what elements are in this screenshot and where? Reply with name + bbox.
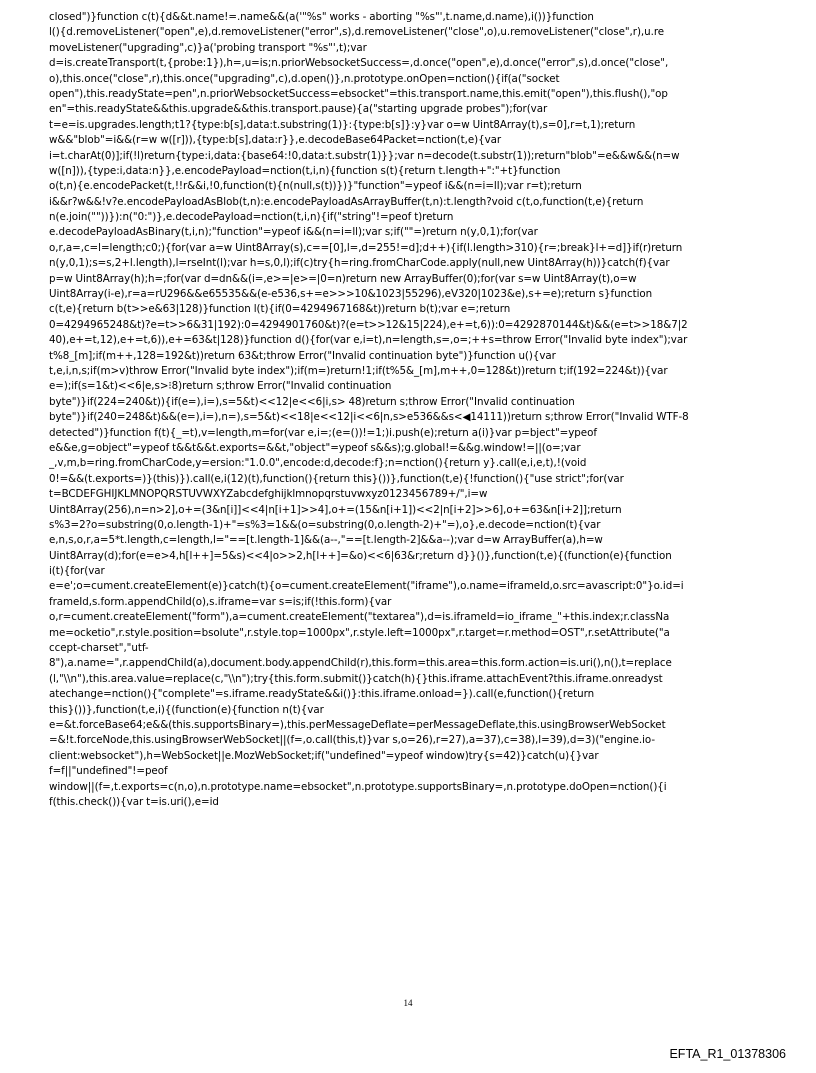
code-line: ccept-charset","utf- [49, 642, 149, 655]
code-line: e,n,s,o,r,a=5*t.length,c=length,l="==[t.length-1]&&(a--,"==[t.length-2]&&a--);var d=w ArrayBuffer(a),h=w [49, 534, 603, 547]
code-line: 0=4294965248&t)?e=t>>6&31|192):0=4294901760&t)?(e=t>>12&15|224),e+=t,6)):0=4292870144&t)&&(e=t>>18&7|2 [49, 318, 688, 331]
code-line: w([n])),{type:i,data:n}},e.encodePayload=nction(t,i,n){function s(t){return t.length+":"+t}function [49, 164, 561, 177]
page-number: 14 [403, 998, 413, 1008]
code-line: f=f||"undefined"!=peof [49, 765, 168, 778]
code-line: t=BCDEFGHIJKLMNOPQRSTUVWXYZabcdefghijklmnopqrstuvwxyz0123456789+/",i=w [49, 488, 488, 501]
code-line: o(t,n){e.encodePacket(t,!!r&&i,!0,function(t){n(null,s(t))})}"function"=ypeof i&&(n=i=ll);var r=t);return [49, 180, 582, 193]
code-line: t=e=is.upgrades.length;t1?{type:b[s],data:t.substring(1)}:{type:b[s]}:y}var o=w Uint8Array(t),s=0],r=t,1);return [49, 118, 636, 131]
code-line: f(this.check()){var t=is.uri(),e=id [49, 795, 219, 808]
code-line: closed")}function c(t){d&&t.name!=.name&&(a('"%s" works - aborting "%s"',t.name,d.name),i())}function [49, 11, 594, 23]
code-line: this}())},function(t,e,i){(function(e){function n(t){var [49, 703, 324, 716]
code-line: byte")}if(224=240&t)){if(e=),i=),s=5&t)<<12|e<<6|i,s> 48)return s;throw Error("Invalid continuation [49, 395, 575, 408]
code-line: me=ocketio",r.style.position=bsolute",r.style.top=1000px",r.style.left=1000px",r.target=r.method=OST",r.setAttribute("a [49, 626, 670, 639]
code-line: en"=this.readyState&&this.upgrade&&this.transport.pause){a("starting upgrade probes");for(var [49, 103, 548, 116]
code-line: e=);if(s=1&t)<<6|e,s>⁝8)return s;throw Error("Invalid continuation [49, 380, 392, 393]
code-line: window||(f=,t.exports=c(n,o),n.prototype.name=ebsocket",n.prototype.supportsBinary=,n.prototype.doOpen=nction(){i [49, 780, 667, 793]
code-line: t,e,i,n,s;if(m>v)throw Error("Invalid byte index");if(m=)return!1;if(t%5&_[m],m++,0=128&t))return t;if(192=224&t)){var [49, 364, 668, 377]
code-line: moveListener("upgrading",c)}a('probing transport "%s"',t);var [49, 41, 367, 54]
code-line: 8"),a.name=",r.appendChild(a),document.body.appendChild(r),this.form=this.area=this.form.action=is.uri(),n(),t=replace [49, 657, 672, 670]
bates-number: EFTA_R1_01378306 [669, 1047, 786, 1061]
code-line: t%8_[m];if(m++,128=192&t))return 63&t;throw Error("Invalid continuation byte")}function u(){var [49, 349, 556, 362]
code-line: e=e';o=cument.createElement(e)}catch(t){o=cument.createElement("iframe"),o.name=iframeId,o.src=avascript:0"}o.id=i [49, 580, 684, 593]
code-line: w&&"blob"=i&&(r=w w([r])),{type:b[s],data:r}},e.decodeBase64Packet=nction(t,e){var [49, 134, 502, 147]
code-line: atechange=nction(){"complete"=s.iframe.readyState&&i()}:this.iframe.onload=}).call(e,function(){return [49, 688, 595, 701]
code-line: detected")}function f(t){_=t),v=length,m=for(var e,i=;(e=())!=1;)i.push(e);return a(i)}var p=bject"=ypeof [49, 426, 597, 439]
code-line: e.decodePayloadAsBinary(t,i,n);"function"=ypeof i&&(n=i=ll);var s;if(""=)return n(y,0,1);for(var [49, 226, 538, 239]
code-line: n(e.join(""))}):n("0:")},e.decodePayload=nction(t,i,n){if("string"!=peof t)return [49, 211, 454, 224]
code-line: e&&e,g=object"=ypeof t&&t&&t.exports=&&t,"object"=ypeof s&&s);g.global!=&&g.window!=||(o=;var [49, 441, 581, 454]
code-line: e=&t.forceBase64;e&&(this.supportsBinary=),this.perMessageDeflate=perMessageDeflate,this.usingBrowserWebSocket [49, 718, 666, 731]
code-line: n(y,0,1);s=s,2+l.length),l=rseInt(l);var h=s,0,l);if(c)try{h=ring.fromCharCode.apply(null,new Uint8Array(h))}catch(f){var [49, 257, 670, 270]
code-line: Uint8Array(d);for(e=e>4,h[l++]=5&s)<<4|o>>2,h[l++]=&o)<<6|63&r;return d}}()},function(t,e){(function(e){function [49, 549, 672, 562]
code-text-block [49, 10, 771, 810]
code-line: _,v,m,b=ring.fromCharCode,y=ersion:"1.0.0",encode:d,decode:f};n=nction(){return y}.call(e,i,e,t),!(void [49, 457, 587, 470]
code-line: frameId,s.form.appendChild(o),s.iframe=var s=is;if(!this.form){var [49, 595, 392, 608]
code-line: i(t){for(var [49, 565, 105, 578]
code-line: o,r=cument.createElement("form"),a=cument.createElement("textarea"),d=is.iframeId=io_iframe_"+this.index;r.classNa [49, 611, 670, 624]
code-line: l(){d.removeListener("open",e),d.removeListener("error",s),d.removeListener("close",o),u.removeListener("close",r),u.re [49, 26, 665, 39]
code-line: byte")}if(240=248&t)&&(e=),i=),n=),s=5&t)<<18|e<<12|i<<6|n,s>e536&&s<◀14111))return s;throw Error("Invalid WTF-8 [49, 411, 689, 424]
code-line: i&&r?w&&!v?e.encodePayloadAsBlob(t,n):e.encodePayloadAsArrayBuffer(t,n):t.length?void c(t,o,function(t,e){return [49, 195, 644, 208]
code-line: o),this.once("close",r),this.once("upgrading",c),d.open()},n.prototype.onOpen=nction(){if(a("socket [49, 72, 560, 85]
code-line: open"),this.readyState=pen",n.priorWebsocketSuccess=ebsocket"=this.transport.name,this.emit("open"),this.flush(),"op [49, 87, 668, 100]
code-line: Uint8Array(256),n=n>2],o+=(3&n[i]]<<4|n[i+1]>>4],o+=(15&n[i+1])<<2|n[i+2]>>6],o+=63&n[i+2]];return [49, 503, 622, 516]
code-line: (l,"\\n"),this.area.value=replace(c,"\\n");try{this.form.submit()}catch(h){}this.iframe.attachEvent?this.iframe.onreadyst [49, 672, 663, 685]
code-line: s%3=2?o=substring(0,o.length-1)+"=s%3=1&&(o=substring(0,o.length-2)+"=),o},e.decode=nction(t){var [49, 518, 601, 531]
code-line: Uint8Array(i-e),r=a=rU296&&e65535&&(e-e536,s+=e>>>10&1023|55296),eV320|1023&e),s+=e);return s}function [49, 288, 653, 301]
code-line: 40),e+=t,12),e+=t,6)),e+=63&t|128)}function d(){for(var e,i=t),n=length,s=,o=;++s=throw Error("Invalid byte index");var [49, 334, 688, 347]
code-line: d=is.createTransport(t,{probe:1}),h=,u=is;n.priorWebsocketSuccess=,d.once("open",e),d.once("error",s),d.once("close", [49, 57, 669, 70]
code-line: 0!=&&(t.exports=)}(this)}).call(e,i(12)(t),function(){return this}())},function(t,e){!function(){"use strict";for(var [49, 472, 624, 485]
code-line: =&!t.forceNode,this.usingBrowserWebSocket||(f=,o.call(this,t)}var s,o=26),r=27),a=37),c=38),l=39),d=3)("engine.io- [49, 734, 655, 747]
code-line: c(t,e){return b(t>>e&63|128)}function l(t){if(0=4294967168&t))return b(t);var e=;return [49, 303, 511, 316]
code-line: o,r,a=,c=l=length;c0;){for(var a=w Uint8Array(s),c==[0],l=,d=255!=d];d++){if(l.length>310){r=;break}l+=d]}if(r)return [49, 241, 683, 254]
code-line: client:websocket"),h=WebSocket||e.MozWebSocket;if("undefined"=ypeof window)try{s=42)}catch(u){}var [49, 749, 599, 762]
code-line: i=t.charAt(0)];if(!l)return{type:i,data:{base64:!0,data:t.substr(1)}};var n=decode(t.substr(1));return"blob"=e&&w&&(n=w [49, 149, 680, 162]
code-line: p=w Uint8Array(h);h=;for(var d=dn&&(i=,e>=|e>=|0=n)return new ArrayBuffer(0);for(var s=w Uint8Array(t),o=w [49, 272, 637, 285]
